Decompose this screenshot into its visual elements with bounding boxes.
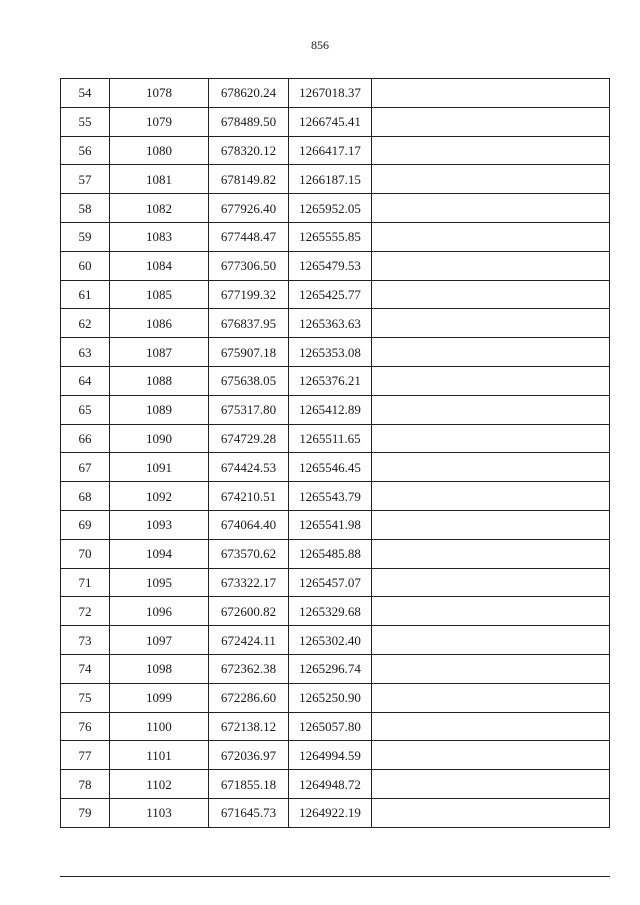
table-row: [61, 165, 610, 194]
x-coordinate-cell: 672600.82: [209, 597, 289, 626]
row-number-cell: 77: [61, 741, 110, 770]
x-coordinate-cell: 672362.38: [209, 654, 289, 683]
row-number-cell: 66: [61, 424, 110, 453]
row-number-cell: 79: [61, 798, 110, 827]
x-coordinate-cell: 675638.05: [209, 366, 289, 395]
point-id-cell: 1094: [110, 539, 209, 568]
note-cell: [372, 453, 610, 482]
x-coordinate-cell: 678489.50: [209, 107, 289, 136]
note-cell: [372, 366, 610, 395]
row-number-cell: 64: [61, 366, 110, 395]
y-coordinate-cell: 1265546.45: [289, 453, 372, 482]
note-cell: [372, 597, 610, 626]
y-coordinate-cell: 1265363.63: [289, 309, 372, 338]
y-coordinate-cell: 1265543.79: [289, 482, 372, 511]
point-id-cell: 1085: [110, 280, 209, 309]
row-number-cell: 55: [61, 107, 110, 136]
row-number-cell: 76: [61, 712, 110, 741]
y-coordinate-cell: 1266417.17: [289, 136, 372, 165]
row-number-cell: 68: [61, 482, 110, 511]
y-coordinate-cell: 1265057.80: [289, 712, 372, 741]
table-row: [61, 395, 610, 424]
table-row: [61, 654, 610, 683]
note-cell: [372, 222, 610, 251]
point-id-cell: 1101: [110, 741, 209, 770]
table-body: [61, 79, 610, 828]
row-number-cell: 60: [61, 251, 110, 280]
row-number-cell: 58: [61, 194, 110, 223]
note-cell: [372, 251, 610, 280]
row-number-cell: 75: [61, 683, 110, 712]
note-cell: [372, 482, 610, 511]
x-coordinate-cell: 671645.73: [209, 798, 289, 827]
table-row: [61, 338, 610, 367]
y-coordinate-cell: 1267018.37: [289, 79, 372, 108]
y-coordinate-cell: 1266745.41: [289, 107, 372, 136]
y-coordinate-cell: 1265425.77: [289, 280, 372, 309]
point-id-cell: 1087: [110, 338, 209, 367]
x-coordinate-cell: 677448.47: [209, 222, 289, 251]
note-cell: [372, 683, 610, 712]
x-coordinate-cell: 675907.18: [209, 338, 289, 367]
table-row: [61, 510, 610, 539]
y-coordinate-cell: 1265412.89: [289, 395, 372, 424]
table-row: [61, 798, 610, 827]
x-coordinate-cell: 672286.60: [209, 683, 289, 712]
note-cell: [372, 510, 610, 539]
note-cell: [372, 309, 610, 338]
y-coordinate-cell: 1265302.40: [289, 626, 372, 655]
point-id-cell: 1102: [110, 770, 209, 799]
point-id-cell: 1099: [110, 683, 209, 712]
x-coordinate-cell: 677199.32: [209, 280, 289, 309]
table-row: [61, 309, 610, 338]
row-number-cell: 70: [61, 539, 110, 568]
x-coordinate-cell: 678149.82: [209, 165, 289, 194]
row-number-cell: 73: [61, 626, 110, 655]
row-number-cell: 59: [61, 222, 110, 251]
note-cell: [372, 338, 610, 367]
point-id-cell: 1080: [110, 136, 209, 165]
x-coordinate-cell: 672036.97: [209, 741, 289, 770]
table-row: [61, 136, 610, 165]
x-coordinate-cell: 673322.17: [209, 568, 289, 597]
x-coordinate-cell: 678320.12: [209, 136, 289, 165]
y-coordinate-cell: 1265479.53: [289, 251, 372, 280]
y-coordinate-cell: 1265457.07: [289, 568, 372, 597]
point-id-cell: 1079: [110, 107, 209, 136]
y-coordinate-cell: 1265250.90: [289, 683, 372, 712]
note-cell: [372, 741, 610, 770]
point-id-cell: 1091: [110, 453, 209, 482]
x-coordinate-cell: 673570.62: [209, 539, 289, 568]
row-number-cell: 74: [61, 654, 110, 683]
table-row: [61, 712, 610, 741]
table-row: [61, 770, 610, 799]
y-coordinate-cell: 1264948.72: [289, 770, 372, 799]
note-cell: [372, 770, 610, 799]
y-coordinate-cell: 1264922.19: [289, 798, 372, 827]
point-id-cell: 1081: [110, 165, 209, 194]
table-row: [61, 280, 610, 309]
x-coordinate-cell: 677306.50: [209, 251, 289, 280]
point-id-cell: 1088: [110, 366, 209, 395]
point-id-cell: 1090: [110, 424, 209, 453]
table-row: [61, 453, 610, 482]
note-cell: [372, 568, 610, 597]
coordinates-table: [60, 78, 610, 828]
row-number-cell: 56: [61, 136, 110, 165]
page-number: 856: [311, 38, 329, 52]
y-coordinate-cell: 1265511.65: [289, 424, 372, 453]
table-row: [61, 683, 610, 712]
y-coordinate-cell: 1265296.74: [289, 654, 372, 683]
note-cell: [372, 654, 610, 683]
table-row: [61, 424, 610, 453]
note-cell: [372, 539, 610, 568]
row-number-cell: 71: [61, 568, 110, 597]
point-id-cell: 1096: [110, 597, 209, 626]
table-row: [61, 194, 610, 223]
note-cell: [372, 798, 610, 827]
footer-rule: [60, 876, 610, 877]
y-coordinate-cell: 1265952.05: [289, 194, 372, 223]
note-cell: [372, 194, 610, 223]
row-number-cell: 65: [61, 395, 110, 424]
point-id-cell: 1093: [110, 510, 209, 539]
table-row: [61, 539, 610, 568]
y-coordinate-cell: 1265555.85: [289, 222, 372, 251]
y-coordinate-cell: 1265329.68: [289, 597, 372, 626]
note-cell: [372, 79, 610, 108]
table-row: [61, 568, 610, 597]
x-coordinate-cell: 677926.40: [209, 194, 289, 223]
row-number-cell: 62: [61, 309, 110, 338]
row-number-cell: 63: [61, 338, 110, 367]
note-cell: [372, 424, 610, 453]
x-coordinate-cell: 675317.80: [209, 395, 289, 424]
point-id-cell: 1084: [110, 251, 209, 280]
point-id-cell: 1086: [110, 309, 209, 338]
x-coordinate-cell: 672424.11: [209, 626, 289, 655]
row-number-cell: 78: [61, 770, 110, 799]
table-row: [61, 626, 610, 655]
point-id-cell: 1103: [110, 798, 209, 827]
table-row: [61, 482, 610, 511]
table-row: [61, 251, 610, 280]
x-coordinate-cell: 672138.12: [209, 712, 289, 741]
point-id-cell: 1095: [110, 568, 209, 597]
point-id-cell: 1100: [110, 712, 209, 741]
table-row: [61, 222, 610, 251]
x-coordinate-cell: 674210.51: [209, 482, 289, 511]
y-coordinate-cell: 1265353.08: [289, 338, 372, 367]
table-row: [61, 366, 610, 395]
point-id-cell: 1082: [110, 194, 209, 223]
table-row: [61, 107, 610, 136]
point-id-cell: 1089: [110, 395, 209, 424]
x-coordinate-cell: 674424.53: [209, 453, 289, 482]
y-coordinate-cell: 1265485.88: [289, 539, 372, 568]
row-number-cell: 61: [61, 280, 110, 309]
table-row: [61, 79, 610, 108]
x-coordinate-cell: 678620.24: [209, 79, 289, 108]
point-id-cell: 1078: [110, 79, 209, 108]
row-number-cell: 54: [61, 79, 110, 108]
note-cell: [372, 626, 610, 655]
x-coordinate-cell: 671855.18: [209, 770, 289, 799]
y-coordinate-cell: 1264994.59: [289, 741, 372, 770]
point-id-cell: 1083: [110, 222, 209, 251]
point-id-cell: 1092: [110, 482, 209, 511]
note-cell: [372, 136, 610, 165]
y-coordinate-cell: 1265376.21: [289, 366, 372, 395]
note-cell: [372, 280, 610, 309]
x-coordinate-cell: 674729.28: [209, 424, 289, 453]
y-coordinate-cell: 1265541.98: [289, 510, 372, 539]
note-cell: [372, 712, 610, 741]
x-coordinate-cell: 676837.95: [209, 309, 289, 338]
row-number-cell: 69: [61, 510, 110, 539]
note-cell: [372, 395, 610, 424]
table-row: [61, 597, 610, 626]
y-coordinate-cell: 1266187.15: [289, 165, 372, 194]
row-number-cell: 57: [61, 165, 110, 194]
point-id-cell: 1098: [110, 654, 209, 683]
point-id-cell: 1097: [110, 626, 209, 655]
table-row: [61, 741, 610, 770]
row-number-cell: 67: [61, 453, 110, 482]
note-cell: [372, 165, 610, 194]
row-number-cell: 72: [61, 597, 110, 626]
note-cell: [372, 107, 610, 136]
x-coordinate-cell: 674064.40: [209, 510, 289, 539]
